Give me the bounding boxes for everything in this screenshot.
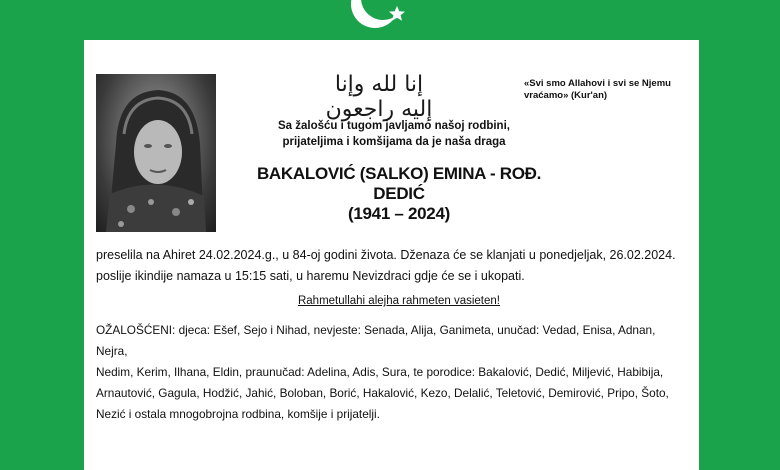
arabic-calligraphy: إنا لله وإنا إليه راجعون <box>325 72 433 122</box>
announcement-text <box>96 245 686 287</box>
mourners-line-4: Nezić i ostala mnogobrojna rodbina, komšije i prijatelji. <box>96 407 380 421</box>
mourners-list <box>96 320 686 425</box>
mourners-line-1: OŽALOŠĆENI: djeca: Ešef, Sejo i Nihad, nevjeste: Senada, Alija, Ganimeta, unučad: Vedad, Enisa, Adnan, Nejra, <box>96 323 656 358</box>
mourners-line-3: Arnautović, Gagula, Hodžić, Jahić, Boloban, Borić, Hakalović, Kezo, Delalić, Teletović, Demirović, Pripo, Šoto, <box>96 386 669 400</box>
mourners-line-2: Nedim, Kerim, Ilhana, Eldin, praunučad: Adelina, Adis, Sura, te porodice: Bakalović, Dedić, Miljević, Habibija, <box>96 365 664 379</box>
intro-line-1: Sa žalošću i tugom javljamo našoj rodbini, <box>278 120 510 132</box>
crescent-star-icon <box>345 0 425 32</box>
quran-quote: «Svi smo Allahovi i svi se Njemu vraćamo» (Kur'an) <box>524 78 671 101</box>
obituary-card <box>84 40 699 470</box>
intro-text <box>244 118 544 150</box>
announcement-line-1: preselila na Ahiret 24.02.2024.g., u 84-oj godini života. Dženaza će se klanjati u ponedjeljak, 26.02.2024. <box>96 248 676 262</box>
portrait-photo <box>96 74 216 232</box>
intro-line-2: prijateljima i komšijama da je naša draga <box>282 136 506 148</box>
announcement-line-2: poslije ikindije namaza u 15:15 sati, u haremu Nevizdraci gdje će se i ukopati. <box>96 269 525 283</box>
life-years: (1941 – 2024) <box>348 204 450 223</box>
prayer-line: Rahmetullahi alejha rahmeten vasieten! <box>297 295 500 307</box>
deceased-name: BAKALOVIĆ (SALKO) EMINA - ROĐ. DEDIĆ <box>256 164 542 203</box>
